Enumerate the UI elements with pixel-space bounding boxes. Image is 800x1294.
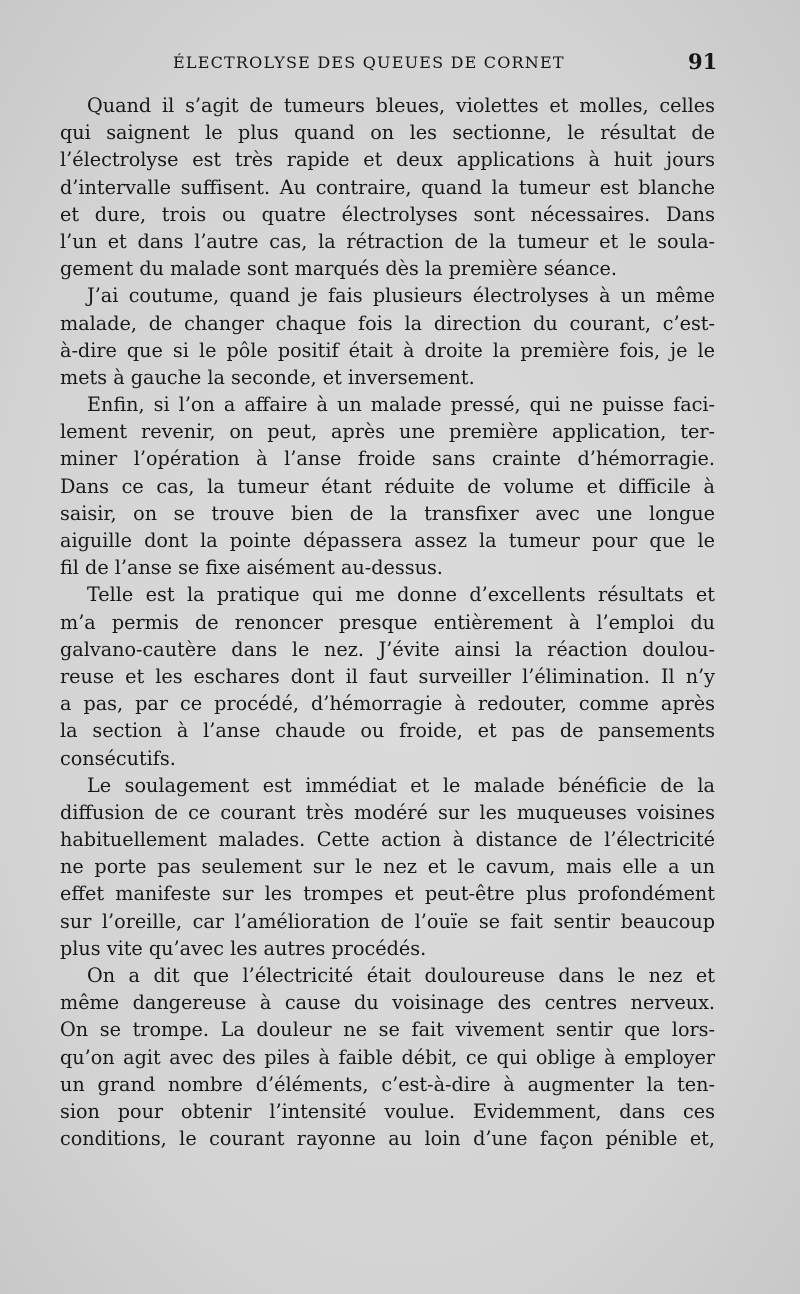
text-line: qu’on agit avec des piles à faible débit, ce qui oblige à employer: [60, 1045, 715, 1069]
page-number: 91: [688, 49, 718, 74]
paragraph: [60, 581, 715, 771]
paragraph: [60, 282, 715, 391]
text-line: habituellement malades. Cette action à distance de l’électricité: [60, 828, 715, 852]
text-line: gement du malade sont marqués dès la première séance.: [60, 257, 617, 281]
paragraph: [60, 962, 715, 1152]
text-line: même dangereuse à cause du voisinage des centres nerveux.: [60, 991, 715, 1015]
text-line: a pas, par ce procédé, d’hémorragie à redouter, comme après: [60, 692, 715, 716]
text-line: Le soulagement est immédiat et le malade bénéficie de la: [87, 773, 715, 797]
text-line: Quand il s’agit de tumeurs bleues, violettes et molles, celles: [87, 94, 715, 117]
text-line: l’un et dans l’autre cas, la rétraction de la tumeur et le soula-: [60, 229, 715, 253]
text-line: On se trompe. La douleur ne se fait vivement sentir que lors-: [60, 1018, 715, 1042]
text-line: reuse et les eschares dont il faut surveiller l’élimination. Il n’y: [60, 664, 715, 688]
text-line: d’intervalle suffisent. Au contraire, quand la tumeur est blanche: [60, 175, 715, 199]
text-line: conditions, le courant rayonne au loin d’une façon pénible et,: [60, 1127, 715, 1151]
text-line: plus vite qu’avec les autres procédés.: [60, 936, 427, 960]
text-line: Enfin, si l’on a affaire à un malade pressé, qui ne puisse faci-: [87, 393, 715, 417]
text-line: un grand nombre d’éléments, c’est-à-dire à augmenter la ten-: [60, 1072, 715, 1096]
text-line: effet manifeste sur les trompes et peut-être plus profondément: [60, 882, 715, 906]
running-title: ÉLECTROLYSE DES QUEUES DE CORNET: [173, 53, 565, 72]
text-line: mets à gauche la seconde, et inversement.: [60, 365, 475, 389]
text-line: aiguille dont la pointe dépassera assez la tumeur pour que le: [60, 529, 715, 552]
text-line: Dans ce cas, la tumeur étant réduite de volume et difficile à: [60, 474, 715, 498]
text-line: sur l’oreille, car l’amélioration de l’ouïe se fait sentir beaucoup: [60, 909, 715, 933]
text-line: lement revenir, on peut, après une première application, ter-: [60, 420, 715, 444]
text-line: malade, de changer chaque fois la direction du courant, c’est-: [60, 311, 715, 335]
text-line: à-dire que si le pôle positif était à droite la première fois, je le: [60, 338, 715, 362]
text-line: la section à l’anse chaude ou froide, et pas de pansements: [60, 719, 715, 743]
paragraph: [60, 391, 715, 581]
text-line: diffusion de ce courant très modéré sur les muqueuses voisines: [60, 800, 715, 824]
text-line: galvano-cautère dans le nez. J’évite ainsi la réaction doulou-: [60, 637, 715, 661]
text-line: et dure, trois ou quatre électrolyses sont nécessaires. Dans: [60, 202, 715, 226]
text-line: l’électrolyse est très rapide et deux applications à huit jours: [60, 148, 715, 172]
text-line: J’ai coutume, quand je fais plusieurs électrolyses à un même: [87, 284, 715, 308]
running-header: [0, 49, 800, 83]
paragraph: [60, 92, 715, 282]
text-line: saisir, on se trouve bien de la transfixer avec une longue: [60, 501, 715, 525]
text-line: ne porte pas seulement sur le nez et le cavum, mais elle a un: [60, 855, 715, 879]
body-text: [60, 92, 715, 1152]
text-line: m’a permis de renoncer presque entièrement à l’emploi du: [60, 610, 715, 634]
text-line: miner l’opération à l’anse froide sans crainte d’hémorragie.: [60, 447, 715, 471]
text-line: sion pour obtenir l’intensité voulue. Evidemment, dans ces: [60, 1099, 715, 1123]
text-line: qui saignent le plus quand on les sectionne, le résultat de: [60, 121, 715, 145]
text-line: fil de l’anse se fixe aisément au-dessus.: [60, 556, 443, 580]
text-line: Telle est la pratique qui me donne d’excellents résultats et: [87, 583, 715, 607]
text-line: On a dit que l’électricité était douloureuse dans le nez et: [87, 964, 715, 987]
paragraph: [60, 772, 715, 962]
text-line: consécutifs.: [60, 746, 176, 770]
